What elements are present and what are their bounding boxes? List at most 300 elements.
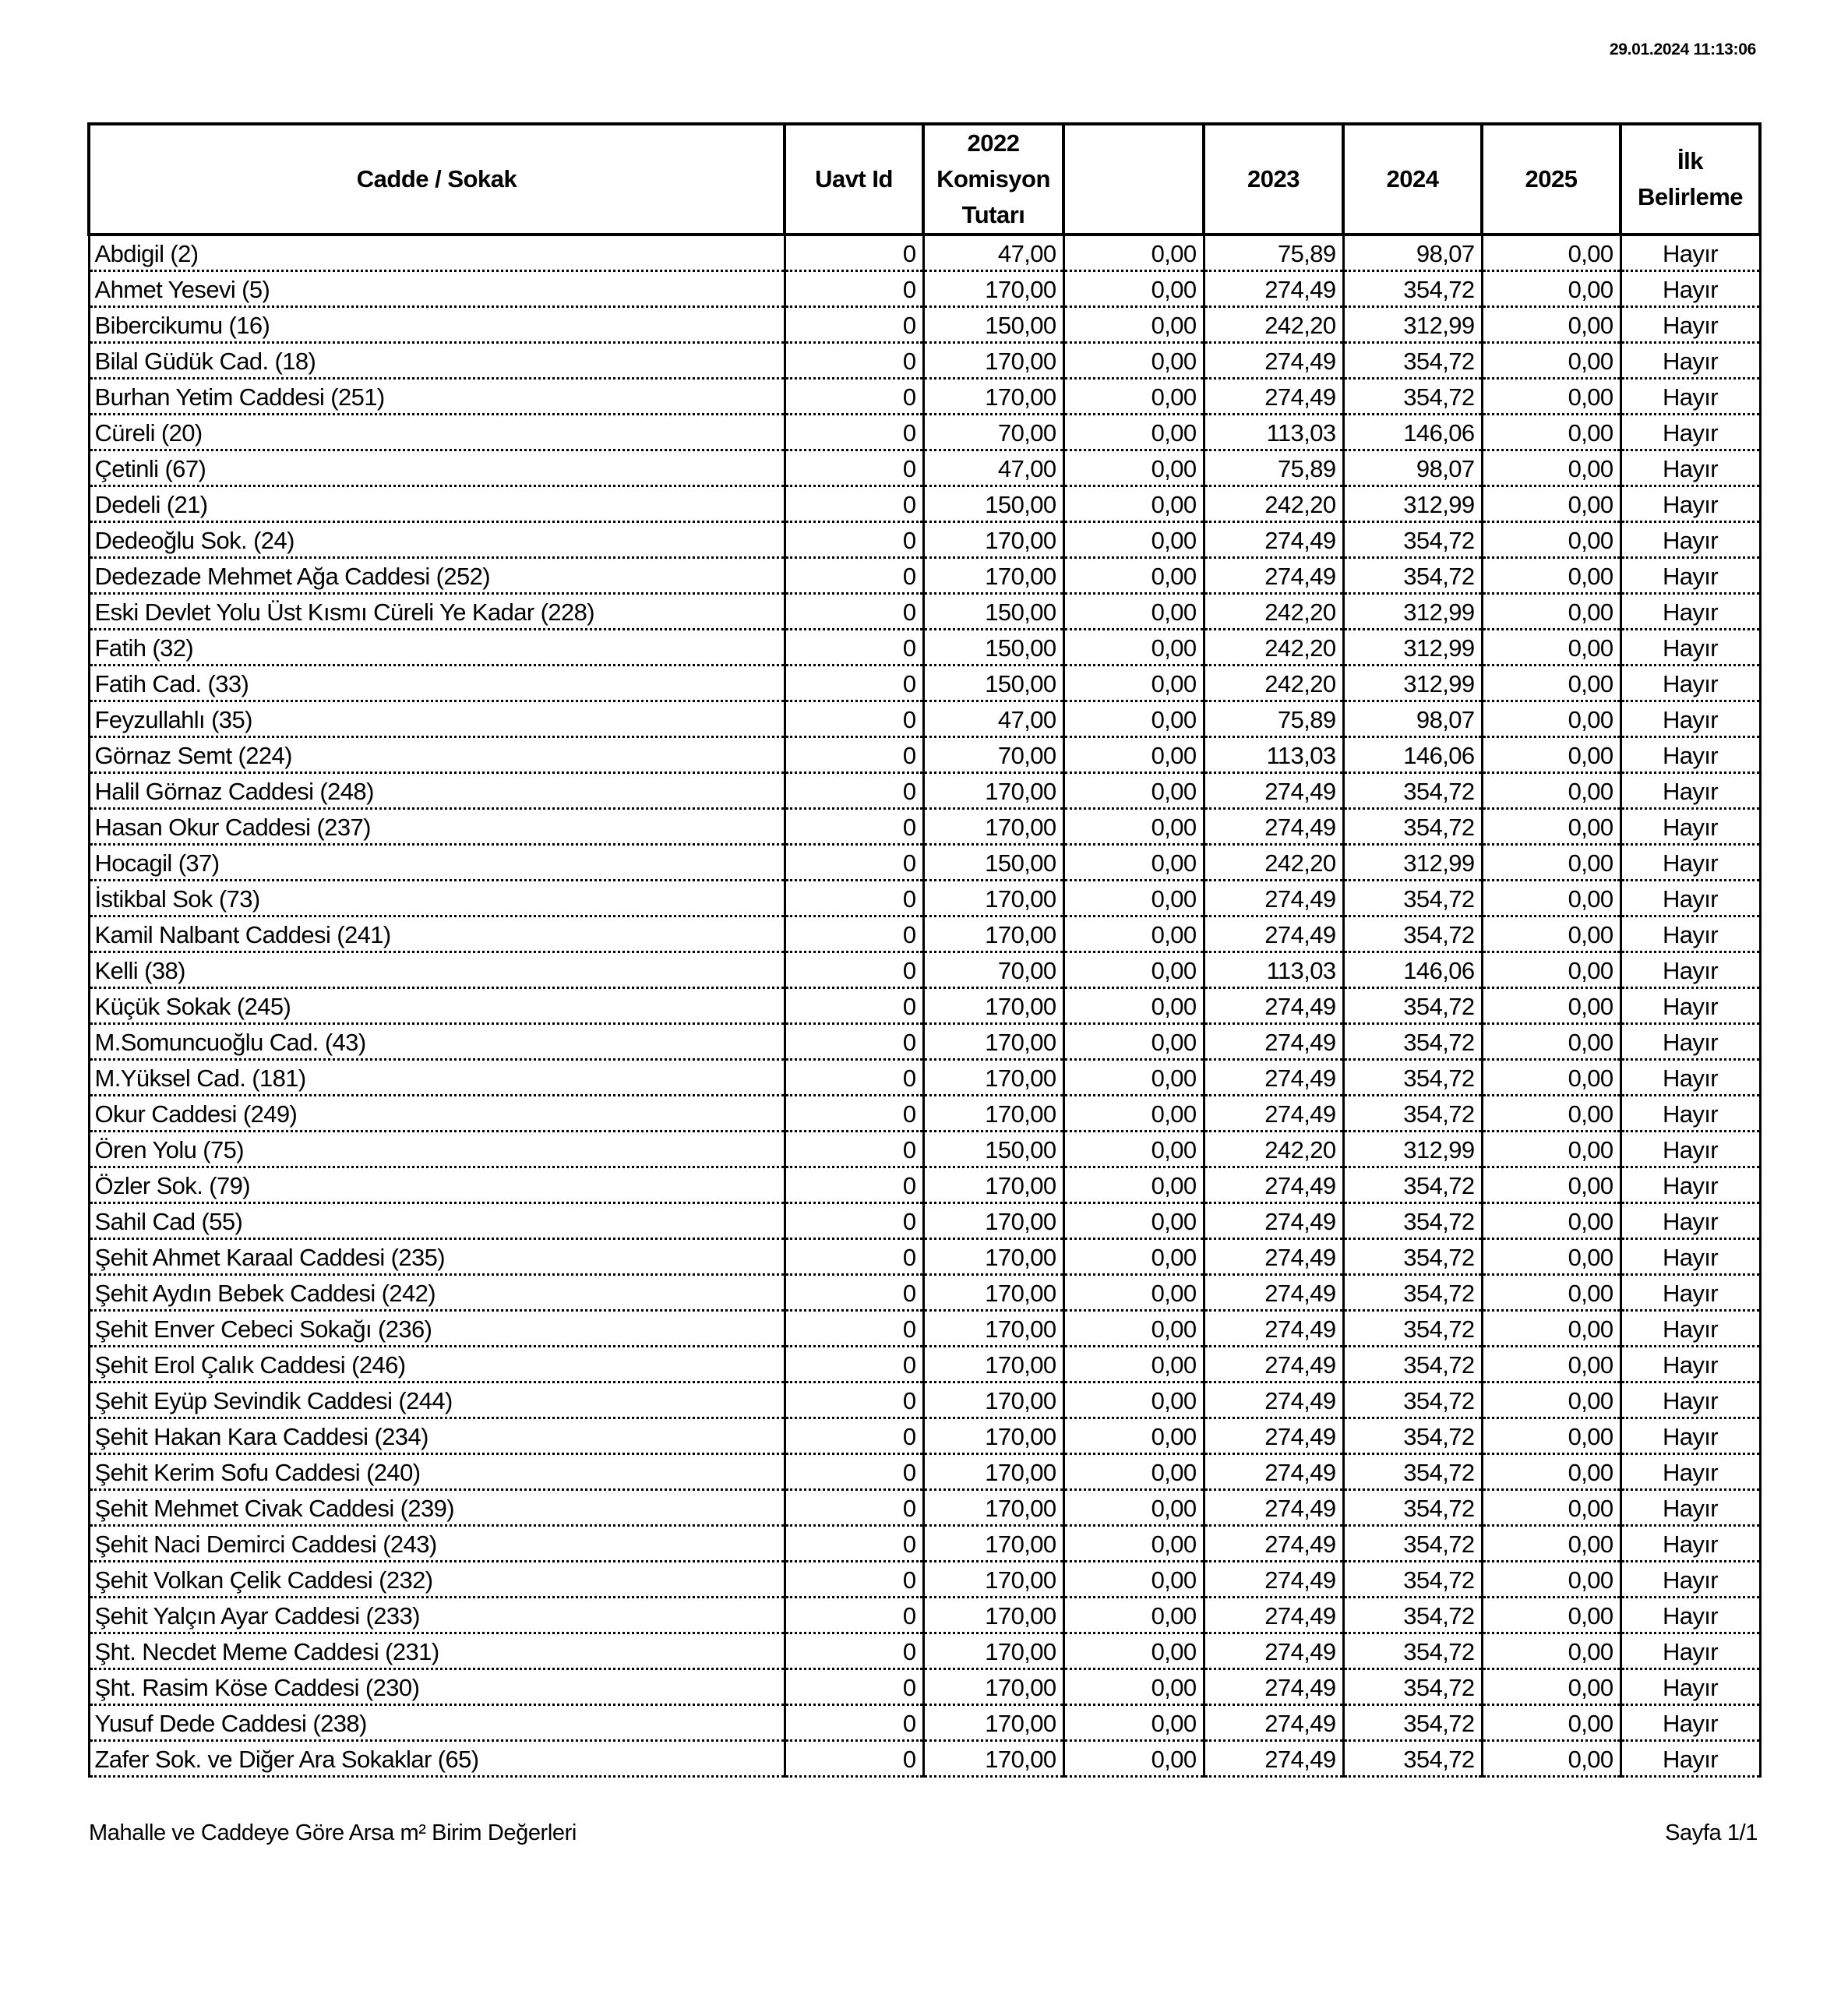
cell-y2023: 274,49	[1204, 1096, 1343, 1132]
table-row	[89, 1490, 1760, 1526]
cell-y2025: 0,00	[1482, 1526, 1621, 1562]
cell-ilk-belirleme: Hayır	[1621, 450, 1760, 486]
cell-y2025: 0,00	[1482, 773, 1621, 809]
cell-blank: 0,00	[1063, 1239, 1204, 1275]
cell-ilk-belirleme: Hayır	[1621, 1669, 1760, 1705]
cell-y2025: 0,00	[1482, 737, 1621, 773]
cell-komisyon-2022: 170,00	[923, 916, 1063, 952]
cell-y2025: 0,00	[1482, 558, 1621, 594]
table-row	[89, 737, 1760, 773]
column-header-y2024: 2024	[1343, 124, 1482, 235]
cell-y2023: 242,20	[1204, 666, 1343, 701]
cell-y2025: 0,00	[1482, 235, 1621, 271]
table-row	[89, 773, 1760, 809]
cell-blank: 0,00	[1063, 343, 1204, 379]
cell-y2024: 354,72	[1343, 1598, 1482, 1633]
cell-y2025: 0,00	[1482, 952, 1621, 988]
cell-blank: 0,00	[1063, 1167, 1204, 1203]
cell-uavt-id: 0	[785, 558, 923, 594]
cell-uavt-id: 0	[785, 343, 923, 379]
cell-y2025: 0,00	[1482, 271, 1621, 307]
cell-komisyon-2022: 170,00	[923, 1024, 1063, 1060]
cell-ilk-belirleme: Hayır	[1621, 486, 1760, 522]
cell-y2023: 274,49	[1204, 1024, 1343, 1060]
cell-y2025: 0,00	[1482, 1347, 1621, 1382]
cell-uavt-id: 0	[785, 307, 923, 343]
cell-cadde-sokak: Görnaz Semt (224)	[89, 737, 785, 773]
cell-komisyon-2022: 150,00	[923, 307, 1063, 343]
cell-y2023: 274,49	[1204, 1167, 1343, 1203]
cell-y2024: 354,72	[1343, 1203, 1482, 1239]
cell-y2023: 242,20	[1204, 307, 1343, 343]
table-row	[89, 952, 1760, 988]
cell-blank: 0,00	[1063, 1490, 1204, 1526]
cell-komisyon-2022: 170,00	[923, 1311, 1063, 1347]
cell-y2025: 0,00	[1482, 450, 1621, 486]
cell-blank: 0,00	[1063, 1741, 1204, 1777]
table-row	[89, 379, 1760, 415]
cell-cadde-sokak: Şehit Eyüp Sevindik Caddesi (244)	[89, 1382, 785, 1418]
cell-y2025: 0,00	[1482, 1239, 1621, 1275]
cell-cadde-sokak: Şehit Yalçın Ayar Caddesi (233)	[89, 1598, 785, 1633]
cell-y2023: 274,49	[1204, 522, 1343, 558]
cell-komisyon-2022: 170,00	[923, 1705, 1063, 1741]
cell-ilk-belirleme: Hayır	[1621, 1275, 1760, 1311]
cell-blank: 0,00	[1063, 594, 1204, 630]
cell-komisyon-2022: 170,00	[923, 271, 1063, 307]
cell-y2024: 354,72	[1343, 1490, 1482, 1526]
cell-y2024: 354,72	[1343, 1347, 1482, 1382]
cell-uavt-id: 0	[785, 1526, 923, 1562]
cell-y2024: 354,72	[1343, 1526, 1482, 1562]
cell-y2024: 354,72	[1343, 1096, 1482, 1132]
cell-cadde-sokak: Küçük Sokak (245)	[89, 988, 785, 1024]
cell-y2023: 113,03	[1204, 737, 1343, 773]
cell-cadde-sokak: Şht. Rasim Köse Caddesi (230)	[89, 1669, 785, 1705]
cell-y2023: 274,49	[1204, 916, 1343, 952]
cell-y2023: 113,03	[1204, 952, 1343, 988]
cell-y2024: 354,72	[1343, 379, 1482, 415]
cell-y2025: 0,00	[1482, 701, 1621, 737]
cell-y2023: 274,49	[1204, 1526, 1343, 1562]
cell-uavt-id: 0	[785, 988, 923, 1024]
cell-y2024: 312,99	[1343, 630, 1482, 666]
cell-uavt-id: 0	[785, 379, 923, 415]
table-row	[89, 307, 1760, 343]
cell-ilk-belirleme: Hayır	[1621, 415, 1760, 450]
cell-blank: 0,00	[1063, 666, 1204, 701]
cell-cadde-sokak: Şehit Aydın Bebek Caddesi (242)	[89, 1275, 785, 1311]
cell-blank: 0,00	[1063, 486, 1204, 522]
cell-cadde-sokak: Şehit Kerim Sofu Caddesi (240)	[89, 1454, 785, 1490]
cell-uavt-id: 0	[785, 952, 923, 988]
cell-komisyon-2022: 170,00	[923, 1239, 1063, 1275]
column-header-uavt-id: Uavt Id	[785, 124, 923, 235]
table-row	[89, 522, 1760, 558]
cell-komisyon-2022: 170,00	[923, 1562, 1063, 1598]
cell-uavt-id: 0	[785, 1490, 923, 1526]
cell-ilk-belirleme: Hayır	[1621, 1167, 1760, 1203]
cell-cadde-sokak: Hocagil (37)	[89, 845, 785, 881]
cell-y2024: 354,72	[1343, 1275, 1482, 1311]
table-row	[89, 1203, 1760, 1239]
cell-y2024: 354,72	[1343, 1024, 1482, 1060]
table-row	[89, 1347, 1760, 1382]
cell-y2025: 0,00	[1482, 630, 1621, 666]
cell-y2023: 274,49	[1204, 271, 1343, 307]
cell-cadde-sokak: Cüreli (20)	[89, 415, 785, 450]
cell-ilk-belirleme: Hayır	[1621, 379, 1760, 415]
cell-cadde-sokak: Şehit Enver Cebeci Sokağı (236)	[89, 1311, 785, 1347]
cell-ilk-belirleme: Hayır	[1621, 1562, 1760, 1598]
cell-y2024: 354,72	[1343, 988, 1482, 1024]
cell-y2024: 354,72	[1343, 1741, 1482, 1777]
cell-uavt-id: 0	[785, 1167, 923, 1203]
cell-blank: 0,00	[1063, 952, 1204, 988]
cell-cadde-sokak: Şehit Ahmet Karaal Caddesi (235)	[89, 1239, 785, 1275]
unit-values-table	[87, 122, 1762, 1778]
cell-y2023: 274,49	[1204, 1239, 1343, 1275]
cell-cadde-sokak: Hasan Okur Caddesi (237)	[89, 809, 785, 845]
table-row	[89, 1060, 1760, 1096]
table-row	[89, 235, 1760, 271]
cell-komisyon-2022: 170,00	[923, 1669, 1063, 1705]
cell-ilk-belirleme: Hayır	[1621, 271, 1760, 307]
cell-y2023: 75,89	[1204, 235, 1343, 271]
cell-komisyon-2022: 70,00	[923, 415, 1063, 450]
cell-cadde-sokak: Dedeli (21)	[89, 486, 785, 522]
table-row	[89, 343, 1760, 379]
cell-y2023: 274,49	[1204, 1311, 1343, 1347]
cell-y2024: 354,72	[1343, 1669, 1482, 1705]
cell-uavt-id: 0	[785, 809, 923, 845]
cell-y2023: 274,49	[1204, 558, 1343, 594]
cell-uavt-id: 0	[785, 1347, 923, 1382]
table-row	[89, 666, 1760, 701]
cell-y2024: 354,72	[1343, 1060, 1482, 1096]
table-row	[89, 1096, 1760, 1132]
cell-uavt-id: 0	[785, 1418, 923, 1454]
cell-blank: 0,00	[1063, 379, 1204, 415]
cell-uavt-id: 0	[785, 235, 923, 271]
cell-cadde-sokak: Şehit Erol Çalık Caddesi (246)	[89, 1347, 785, 1382]
cell-cadde-sokak: Dedeoğlu Sok. (24)	[89, 522, 785, 558]
cell-ilk-belirleme: Hayır	[1621, 343, 1760, 379]
cell-uavt-id: 0	[785, 737, 923, 773]
table-row	[89, 1633, 1760, 1669]
cell-cadde-sokak: Yusuf Dede Caddesi (238)	[89, 1705, 785, 1741]
cell-komisyon-2022: 150,00	[923, 666, 1063, 701]
table-header-row	[89, 124, 1760, 235]
cell-blank: 0,00	[1063, 415, 1204, 450]
cell-ilk-belirleme: Hayır	[1621, 594, 1760, 630]
cell-ilk-belirleme: Hayır	[1621, 1633, 1760, 1669]
table-row	[89, 988, 1760, 1024]
cell-uavt-id: 0	[785, 1060, 923, 1096]
table-row	[89, 630, 1760, 666]
cell-komisyon-2022: 150,00	[923, 845, 1063, 881]
cell-komisyon-2022: 170,00	[923, 1454, 1063, 1490]
cell-y2023: 274,49	[1204, 1669, 1343, 1705]
cell-uavt-id: 0	[785, 1096, 923, 1132]
cell-komisyon-2022: 170,00	[923, 773, 1063, 809]
cell-cadde-sokak: Ören Yolu (75)	[89, 1132, 785, 1167]
cell-blank: 0,00	[1063, 1562, 1204, 1598]
cell-uavt-id: 0	[785, 666, 923, 701]
cell-blank: 0,00	[1063, 1024, 1204, 1060]
cell-komisyon-2022: 170,00	[923, 1598, 1063, 1633]
cell-y2023: 274,49	[1204, 1598, 1343, 1633]
table-row	[89, 486, 1760, 522]
cell-cadde-sokak: M.Somuncuoğlu Cad. (43)	[89, 1024, 785, 1060]
cell-ilk-belirleme: Hayır	[1621, 737, 1760, 773]
cell-uavt-id: 0	[785, 1633, 923, 1669]
column-header-komisyon-2022: 2022 Komisyon Tutarı	[923, 124, 1063, 235]
cell-y2025: 0,00	[1482, 988, 1621, 1024]
cell-ilk-belirleme: Hayır	[1621, 881, 1760, 916]
cell-y2023: 274,49	[1204, 1060, 1343, 1096]
cell-uavt-id: 0	[785, 594, 923, 630]
cell-y2024: 146,06	[1343, 737, 1482, 773]
cell-ilk-belirleme: Hayır	[1621, 1239, 1760, 1275]
cell-ilk-belirleme: Hayır	[1621, 1598, 1760, 1633]
cell-uavt-id: 0	[785, 881, 923, 916]
cell-cadde-sokak: Fatih (32)	[89, 630, 785, 666]
column-header-y2025: 2025	[1482, 124, 1621, 235]
cell-uavt-id: 0	[785, 773, 923, 809]
cell-y2024: 98,07	[1343, 450, 1482, 486]
cell-uavt-id: 0	[785, 701, 923, 737]
cell-y2023: 274,49	[1204, 1347, 1343, 1382]
cell-uavt-id: 0	[785, 1239, 923, 1275]
cell-y2023: 75,89	[1204, 450, 1343, 486]
cell-y2025: 0,00	[1482, 809, 1621, 845]
table-body	[89, 235, 1760, 1777]
cell-cadde-sokak: Şehit Volkan Çelik Caddesi (232)	[89, 1562, 785, 1598]
cell-y2025: 0,00	[1482, 1454, 1621, 1490]
cell-blank: 0,00	[1063, 271, 1204, 307]
cell-y2023: 274,49	[1204, 343, 1343, 379]
table-row	[89, 1275, 1760, 1311]
cell-y2025: 0,00	[1482, 1382, 1621, 1418]
cell-uavt-id: 0	[785, 1132, 923, 1167]
cell-y2024: 354,72	[1343, 773, 1482, 809]
cell-blank: 0,00	[1063, 1311, 1204, 1347]
cell-komisyon-2022: 47,00	[923, 235, 1063, 271]
cell-ilk-belirleme: Hayır	[1621, 773, 1760, 809]
cell-komisyon-2022: 170,00	[923, 1633, 1063, 1669]
cell-y2025: 0,00	[1482, 415, 1621, 450]
table-row	[89, 1311, 1760, 1347]
cell-komisyon-2022: 170,00	[923, 1275, 1063, 1311]
cell-y2023: 242,20	[1204, 486, 1343, 522]
cell-ilk-belirleme: Hayır	[1621, 1347, 1760, 1382]
cell-komisyon-2022: 170,00	[923, 1203, 1063, 1239]
cell-y2024: 354,72	[1343, 343, 1482, 379]
cell-y2025: 0,00	[1482, 522, 1621, 558]
cell-cadde-sokak: Bilal Güdük Cad. (18)	[89, 343, 785, 379]
cell-ilk-belirleme: Hayır	[1621, 1132, 1760, 1167]
cell-ilk-belirleme: Hayır	[1621, 1526, 1760, 1562]
table-row	[89, 916, 1760, 952]
cell-ilk-belirleme: Hayır	[1621, 558, 1760, 594]
cell-y2024: 98,07	[1343, 235, 1482, 271]
report-title: Mahalle ve Caddeye Göre Arsa m² Birim Değerleri	[89, 1820, 577, 1845]
cell-cadde-sokak: Okur Caddesi (249)	[89, 1096, 785, 1132]
cell-y2025: 0,00	[1482, 1562, 1621, 1598]
cell-ilk-belirleme: Hayır	[1621, 235, 1760, 271]
cell-y2025: 0,00	[1482, 1203, 1621, 1239]
cell-blank: 0,00	[1063, 916, 1204, 952]
cell-cadde-sokak: Şehit Naci Demirci Caddesi (243)	[89, 1526, 785, 1562]
cell-y2025: 0,00	[1482, 1167, 1621, 1203]
cell-ilk-belirleme: Hayır	[1621, 666, 1760, 701]
cell-cadde-sokak: Özler Sok. (79)	[89, 1167, 785, 1203]
cell-y2024: 354,72	[1343, 522, 1482, 558]
cell-y2025: 0,00	[1482, 1418, 1621, 1454]
cell-y2025: 0,00	[1482, 343, 1621, 379]
cell-ilk-belirleme: Hayır	[1621, 1454, 1760, 1490]
cell-y2024: 354,72	[1343, 1382, 1482, 1418]
cell-y2023: 274,49	[1204, 1741, 1343, 1777]
cell-ilk-belirleme: Hayır	[1621, 952, 1760, 988]
cell-ilk-belirleme: Hayır	[1621, 1311, 1760, 1347]
table-row	[89, 1132, 1760, 1167]
cell-blank: 0,00	[1063, 1705, 1204, 1741]
cell-y2024: 354,72	[1343, 881, 1482, 916]
table-row	[89, 1598, 1760, 1633]
cell-uavt-id: 0	[785, 450, 923, 486]
cell-ilk-belirleme: Hayır	[1621, 1203, 1760, 1239]
table-row	[89, 1741, 1760, 1777]
cell-y2024: 312,99	[1343, 1132, 1482, 1167]
cell-y2023: 274,49	[1204, 1418, 1343, 1454]
cell-cadde-sokak: Burhan Yetim Caddesi (251)	[89, 379, 785, 415]
cell-y2023: 274,49	[1204, 988, 1343, 1024]
cell-y2025: 0,00	[1482, 845, 1621, 881]
cell-komisyon-2022: 170,00	[923, 558, 1063, 594]
cell-blank: 0,00	[1063, 1669, 1204, 1705]
cell-komisyon-2022: 150,00	[923, 486, 1063, 522]
cell-blank: 0,00	[1063, 1418, 1204, 1454]
cell-uavt-id: 0	[785, 1705, 923, 1741]
cell-y2024: 312,99	[1343, 307, 1482, 343]
cell-y2025: 0,00	[1482, 1741, 1621, 1777]
cell-y2023: 274,49	[1204, 379, 1343, 415]
cell-y2025: 0,00	[1482, 1490, 1621, 1526]
cell-y2023: 274,49	[1204, 1275, 1343, 1311]
cell-uavt-id: 0	[785, 1669, 923, 1705]
cell-y2024: 354,72	[1343, 271, 1482, 307]
cell-komisyon-2022: 70,00	[923, 952, 1063, 988]
cell-cadde-sokak: Bibercikumu (16)	[89, 307, 785, 343]
cell-komisyon-2022: 170,00	[923, 522, 1063, 558]
cell-cadde-sokak: Kelli (38)	[89, 952, 785, 988]
cell-blank: 0,00	[1063, 737, 1204, 773]
cell-cadde-sokak: Dedezade Mehmet Ağa Caddesi (252)	[89, 558, 785, 594]
cell-cadde-sokak: Çetinli (67)	[89, 450, 785, 486]
cell-blank: 0,00	[1063, 1598, 1204, 1633]
cell-y2025: 0,00	[1482, 1275, 1621, 1311]
cell-uavt-id: 0	[785, 1454, 923, 1490]
cell-y2024: 354,72	[1343, 809, 1482, 845]
cell-ilk-belirleme: Hayır	[1621, 1490, 1760, 1526]
table-row	[89, 1526, 1760, 1562]
cell-y2025: 0,00	[1482, 1311, 1621, 1347]
cell-komisyon-2022: 170,00	[923, 881, 1063, 916]
cell-y2024: 354,72	[1343, 1418, 1482, 1454]
cell-uavt-id: 0	[785, 271, 923, 307]
cell-y2025: 0,00	[1482, 1705, 1621, 1741]
table-row	[89, 450, 1760, 486]
column-header-y2023: 2023	[1204, 124, 1343, 235]
cell-blank: 0,00	[1063, 1382, 1204, 1418]
table-row	[89, 881, 1760, 916]
cell-uavt-id: 0	[785, 630, 923, 666]
cell-y2025: 0,00	[1482, 379, 1621, 415]
table-row	[89, 809, 1760, 845]
cell-cadde-sokak: İstikbal Sok (73)	[89, 881, 785, 916]
cell-cadde-sokak: Şehit Hakan Kara Caddesi (234)	[89, 1418, 785, 1454]
cell-y2024: 146,06	[1343, 952, 1482, 988]
cell-y2024: 354,72	[1343, 1562, 1482, 1598]
cell-y2023: 113,03	[1204, 415, 1343, 450]
cell-komisyon-2022: 170,00	[923, 1418, 1063, 1454]
cell-komisyon-2022: 170,00	[923, 1741, 1063, 1777]
cell-komisyon-2022: 70,00	[923, 737, 1063, 773]
page-indicator: Sayfa 1/1	[1665, 1820, 1758, 1845]
cell-uavt-id: 0	[785, 916, 923, 952]
cell-komisyon-2022: 170,00	[923, 1060, 1063, 1096]
cell-y2024: 98,07	[1343, 701, 1482, 737]
table-row	[89, 558, 1760, 594]
cell-y2025: 0,00	[1482, 666, 1621, 701]
cell-ilk-belirleme: Hayır	[1621, 1382, 1760, 1418]
cell-y2024: 354,72	[1343, 1239, 1482, 1275]
cell-y2024: 312,99	[1343, 594, 1482, 630]
cell-cadde-sokak: Sahil Cad (55)	[89, 1203, 785, 1239]
cell-y2023: 274,49	[1204, 809, 1343, 845]
cell-y2023: 274,49	[1204, 1705, 1343, 1741]
cell-blank: 0,00	[1063, 1060, 1204, 1096]
cell-y2023: 242,20	[1204, 594, 1343, 630]
table-row	[89, 1167, 1760, 1203]
cell-y2023: 274,49	[1204, 1562, 1343, 1598]
cell-y2024: 312,99	[1343, 845, 1482, 881]
cell-ilk-belirleme: Hayır	[1621, 522, 1760, 558]
cell-blank: 0,00	[1063, 558, 1204, 594]
cell-blank: 0,00	[1063, 1132, 1204, 1167]
cell-ilk-belirleme: Hayır	[1621, 1705, 1760, 1741]
cell-uavt-id: 0	[785, 1382, 923, 1418]
cell-uavt-id: 0	[785, 415, 923, 450]
cell-komisyon-2022: 150,00	[923, 594, 1063, 630]
cell-y2025: 0,00	[1482, 307, 1621, 343]
cell-ilk-belirleme: Hayır	[1621, 307, 1760, 343]
cell-cadde-sokak: Ahmet Yesevi (5)	[89, 271, 785, 307]
cell-komisyon-2022: 170,00	[923, 1096, 1063, 1132]
cell-y2024: 354,72	[1343, 1167, 1482, 1203]
cell-blank: 0,00	[1063, 809, 1204, 845]
cell-cadde-sokak: M.Yüksel Cad. (181)	[89, 1060, 785, 1096]
cell-ilk-belirleme: Hayır	[1621, 1060, 1760, 1096]
cell-uavt-id: 0	[785, 522, 923, 558]
cell-y2024: 354,72	[1343, 1454, 1482, 1490]
cell-ilk-belirleme: Hayır	[1621, 1741, 1760, 1777]
cell-cadde-sokak: Şht. Necdet Meme Caddesi (231)	[89, 1633, 785, 1669]
cell-y2023: 274,49	[1204, 1454, 1343, 1490]
cell-ilk-belirleme: Hayır	[1621, 845, 1760, 881]
